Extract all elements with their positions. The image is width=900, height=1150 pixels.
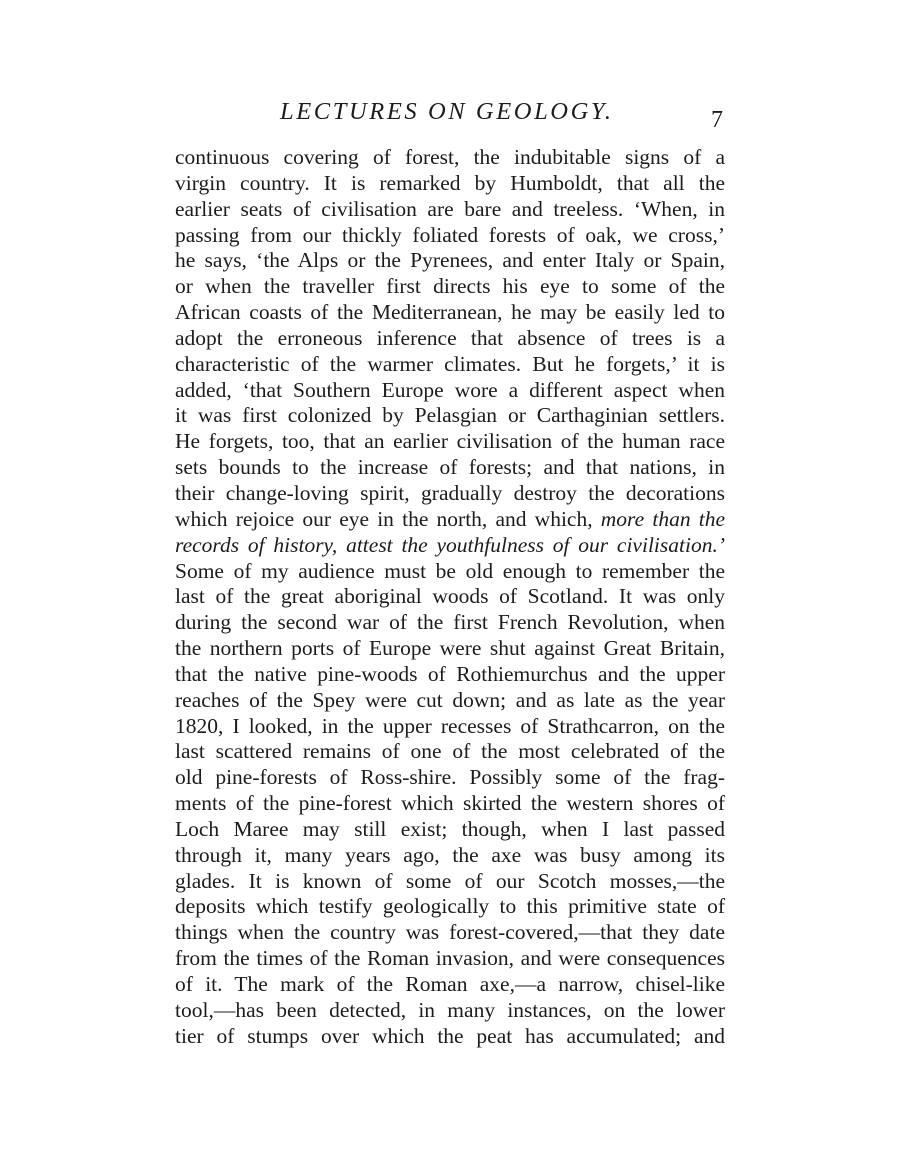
text-line-italic	[175, 533, 725, 559]
text-line: Loch Maree may still exist; though, when I last passed	[175, 816, 725, 841]
text-line: of it. The mark of the Roman axe,—a narrow, chisel-like	[175, 972, 725, 996]
text-line: that the native pine-woods of Rothiemurchus and the upper	[175, 661, 725, 686]
text-line: through it, many years ago, the axe was busy among its	[175, 842, 725, 867]
page-number: 7	[711, 107, 723, 133]
italic-segment: more than the	[600, 506, 726, 531]
text-line: virgin country. It is remarked by Humboldt, that all the	[175, 170, 725, 195]
running-title: LECTURES ON GEOLOGY.	[280, 98, 614, 125]
text-line: last of the great aboriginal woods of Scotland. It was only	[175, 584, 725, 609]
text-line: reaches of the Spey were cut down; and as late as the year	[175, 687, 725, 712]
body-text	[175, 145, 725, 1050]
text-line: from the times of the Roman invasion, and were consequences	[175, 946, 725, 971]
text-line: characteristic of the warmer climates. But he forgets,’ it is	[175, 351, 725, 376]
text-line: he says, ‘the Alps or the Pyrenees, and enter Italy or Spain,	[175, 248, 725, 273]
text-line: Some of my audience must be old enough to remember the	[175, 558, 725, 583]
text-line: sets bounds to the increase of forests; and that nations, in	[175, 455, 725, 480]
text-line: it was first colonized by Pelasgian or Carthaginian settlers.	[175, 403, 725, 428]
text-line: their change-loving spirit, gradually destroy the decorations	[175, 480, 725, 505]
text-line: old pine-forests of Ross-shire. Possibly some of the frag-	[175, 765, 725, 790]
text-line: African coasts of the Mediterranean, he may be easily led to	[175, 300, 725, 325]
text-line: earlier seats of civilisation are bare and treeless. ‘When, in	[175, 196, 725, 221]
italic-segment: records of history, attest the youthfulness of our civilisation.’	[175, 532, 725, 557]
text-line: tool,—has been detected, in many instances, on the lower	[175, 997, 725, 1022]
text-line: He forgets, too, that an earlier civilisation of the human race	[175, 429, 725, 454]
text-line: added, ‘that Southern Europe wore a different aspect when	[175, 377, 725, 402]
text-line: during the second war of the first French Revolution, when	[175, 610, 725, 635]
text-line: passing from our thickly foliated forests of oak, we cross,’	[175, 222, 725, 247]
text-line: or when the traveller first directs his eye to some of the	[175, 274, 725, 299]
text-line: glades. It is known of some of our Scotch mosses,—the	[175, 868, 725, 893]
text-line-mixed	[175, 507, 725, 533]
text-line: tier of stumps over which the peat has accumulated; and	[175, 1023, 725, 1048]
text-line: adopt the erroneous inference that absence of trees is a	[175, 325, 725, 350]
text-line: continuous covering of forest, the indubitable signs of a	[175, 145, 725, 169]
text-line: 1820, I looked, in the upper recesses of Strathcarron, on the	[175, 713, 725, 738]
text-segment: which rejoice our eye in the north, and which,	[175, 506, 593, 531]
text-line: deposits which testify geologically to this primitive state of	[175, 894, 725, 919]
text-line: the northern ports of Europe were shut against Great Britain,	[175, 636, 725, 661]
text-line: last scattered remains of one of the most celebrated of the	[175, 739, 725, 764]
text-line: ments of the pine-forest which skirted the western shores of	[175, 791, 725, 816]
text-line: things when the country was forest-covered,—that they date	[175, 920, 725, 945]
